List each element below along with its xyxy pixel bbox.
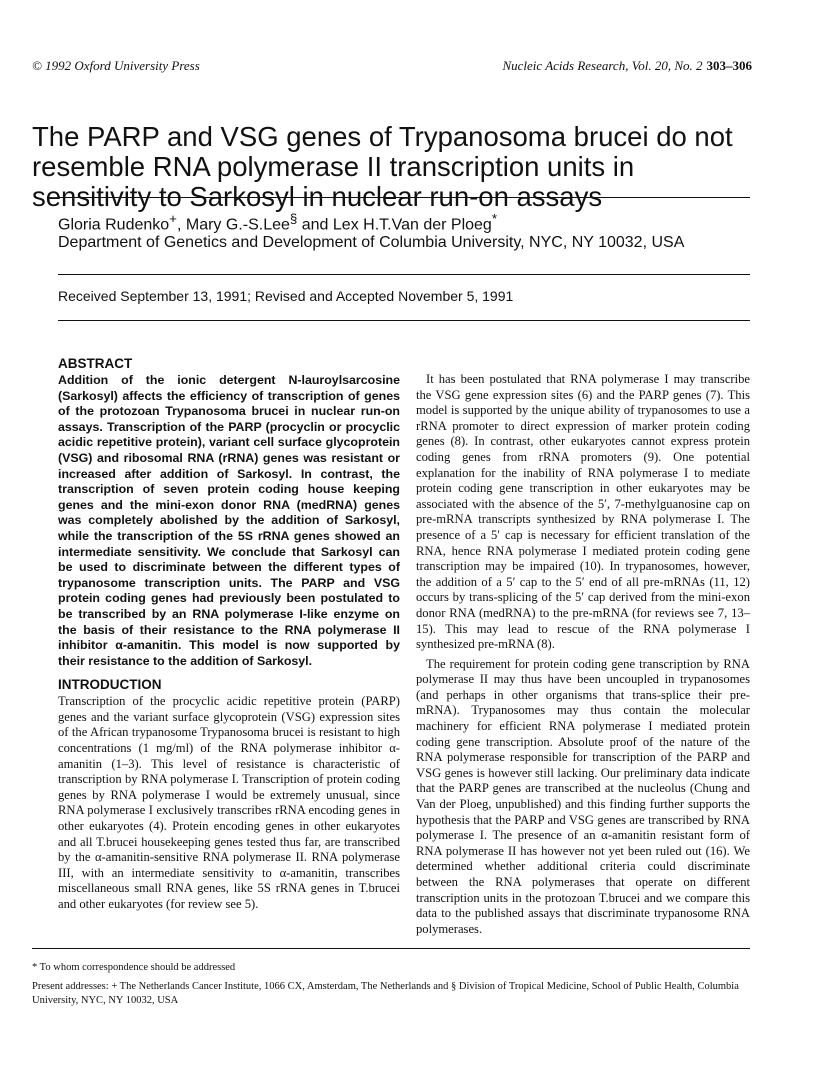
author-mark: * bbox=[491, 211, 497, 226]
author-mark: + bbox=[169, 211, 177, 226]
title-line-3: sensitivity to Sarkosyl in nuclear run-on assays bbox=[32, 181, 603, 213]
present-addresses-footnote: Present addresses: + The Netherlands Cancer Institute, 1066 CX, Amsterdam, The Netherlands and § Division of Tropical Medicine, School of Public Health, Columbia University, NYC, NY 10032, USA bbox=[32, 981, 739, 1006]
author-separator: , bbox=[176, 216, 186, 234]
author-rudenko: Gloria Rudenko bbox=[58, 216, 170, 234]
affiliation-divider bbox=[58, 274, 750, 275]
author-list bbox=[58, 211, 497, 234]
received-dates: Received September 13, 1991; Revised and Accepted November 5, 1991 bbox=[58, 288, 514, 304]
affiliation: Department of Genetics and Development of Columbia University, NYC, NY 10032, USA bbox=[58, 234, 685, 251]
body-paragraph: The requirement for protein coding gene transcription by RNA polymerase II may thus have been uncoupled in trypanosomes (and perhaps in other organisms that trans-splice their pre-mRNA). Trypanosomes may thus contain the molecular machinery for efficient RNA polymerase I mediated protein coding gene transcription. Absolute proof of the nature of the RNA polymerase responsible for transcription of the PARP and VSG genes is however still lacking. Our preliminary data indicate that the PARP genes are transcribed at the nucleolus (Chung and Van der Ploeg, unpublished) and this finding further supports the hypothesis that the PARP and VSG genes are transcribed by RNA polymerase I. The presence of an α-amanitin resistant form of RNA polymerase II has however not yet been ruled out (16). We determined whether additional criteria could discriminate between the RNA polymerases that operate on different transcription units in the protozoan T.brucei and we compare this data to the published assays that discriminate trypanosome RNA polymerases. bbox=[416, 656, 750, 936]
introduction-body: Transcription of the procyclic acidic repetitive protein (PARP) genes and the variant surface glycoprotein (VSG) expression sites of the African trypanosome Trypanosoma brucei is resistant to high concentrations (1 mg/ml) of the RNA polymerase inhibitor α-amanitin (1–3). This level of resistance is characteristic of transcription by RNA polymerase I. Transcription of protein coding genes by RNA polymerase I would be extremely unusual, since RNA polymerase I exclusively transcribes rRNA encoding genes in other eukaryotes (4). Protein encoding genes in other eukaryotes and all T.brucei housekeeping genes tested thus far, are transcribed by the α-amanitin-sensitive RNA polymerase II. RNA polymerase III, with an intermediate sensitivity to α-amanitin, transcribes miscellaneous small RNA genes, like 5S rRNA genes in T.brucei and other eukaryotes (for review see 5). bbox=[58, 694, 400, 911]
title-line-2: resemble RNA polymerase II transcription units in bbox=[32, 151, 635, 183]
body-paragraph: It has been postulated that RNA polymerase I may transcribe the VSG gene expression sites (6) and the PARP genes (7). This model is supported by the unique ability of trypanosomes to use a rRNA promoter to direct expression of marker protein coding genes (8). In contrast, other eukaryotes cannot express protein coding genes from rRNA promoters (9). One potential explanation for the inability of RNA polymerase I to mediate protein coding gene transcription in other eukaryotes may be associated with the absence of the 5′, 7-methylguanosine cap on pre-mRNA transcripts synthesized by RNA polymerase I. The presence of a 5′ cap is necessary for efficient translation of the RNA, hence RNA polymerase I mediated protein coding gene transcription may be impaired (10). In trypanosomes, however, the addition of a 5′ cap to the 5′ end of all pre-mRNAs (11, 12) occurs by trans-splicing of the 5′ cap derived from the mini-exon donor RNA (medRNA) to the pre-mRNA (for reviews see 7, 13–15). This may lead to rescue of the RNA polymerase I synthesized pre-mRNA (8). bbox=[416, 372, 750, 652]
abstract-body: Addition of the ionic detergent N-lauroylsarcosine (Sarkosyl) affects the efficiency of transcription of genes of the protozoan Trypanosoma brucei in nuclear run-on assays. Transcription of the PARP (procyclin or procyclic acidic repetitive protein), variant cell surface glycoprotein (VSG) and ribosomal RNA (rRNA) genes was resistant or increased after addition of Sarkosyl. In contrast, the transcription of seven protein coding house keeping genes and the mini-exon donor RNA (medRNA) genes was completely abolished by the addition of Sarkosyl, while the transcription of the 5S rRNA genes showed an intermediate sensitivity. We conclude that Sarkosyl can be used to discriminate between the different types of trypanosome transcription units. The PARP and VSG protein coding genes had previously been postulated to be transcribed by an RNA polymerase I-like enzyme on the basis of their resistance to the RNA polymerase II inhibitor α-amanitin. This model is now supported by their resistance to the addition of Sarkosyl. bbox=[58, 373, 400, 668]
received-divider bbox=[58, 320, 750, 321]
left-column bbox=[58, 356, 400, 913]
abstract-heading: ABSTRACT bbox=[58, 356, 133, 371]
author-separator: and bbox=[297, 216, 333, 234]
correspondence-footnote: * To whom correspondence should be addressed bbox=[32, 962, 236, 973]
copyright-notice: © 1992 Oxford University Press bbox=[32, 58, 200, 73]
journal-citation bbox=[502, 58, 752, 74]
title-line-1: The PARP and VSG genes of Trypanosoma brucei do not bbox=[32, 121, 733, 153]
journal-name: Nucleic Acids Research, Vol. 20, No. 2 bbox=[502, 58, 703, 73]
introduction-heading: INTRODUCTION bbox=[58, 677, 162, 693]
right-column bbox=[416, 372, 750, 937]
author-mark: § bbox=[289, 211, 298, 226]
page-range: 303–306 bbox=[706, 58, 752, 73]
author-lee: Mary G.-S.Lee bbox=[185, 216, 290, 234]
title-divider bbox=[58, 197, 750, 198]
author-van-der-ploeg: Lex H.T.Van der Ploeg bbox=[332, 216, 492, 234]
article-title bbox=[32, 122, 762, 212]
footnote-divider bbox=[32, 948, 750, 949]
